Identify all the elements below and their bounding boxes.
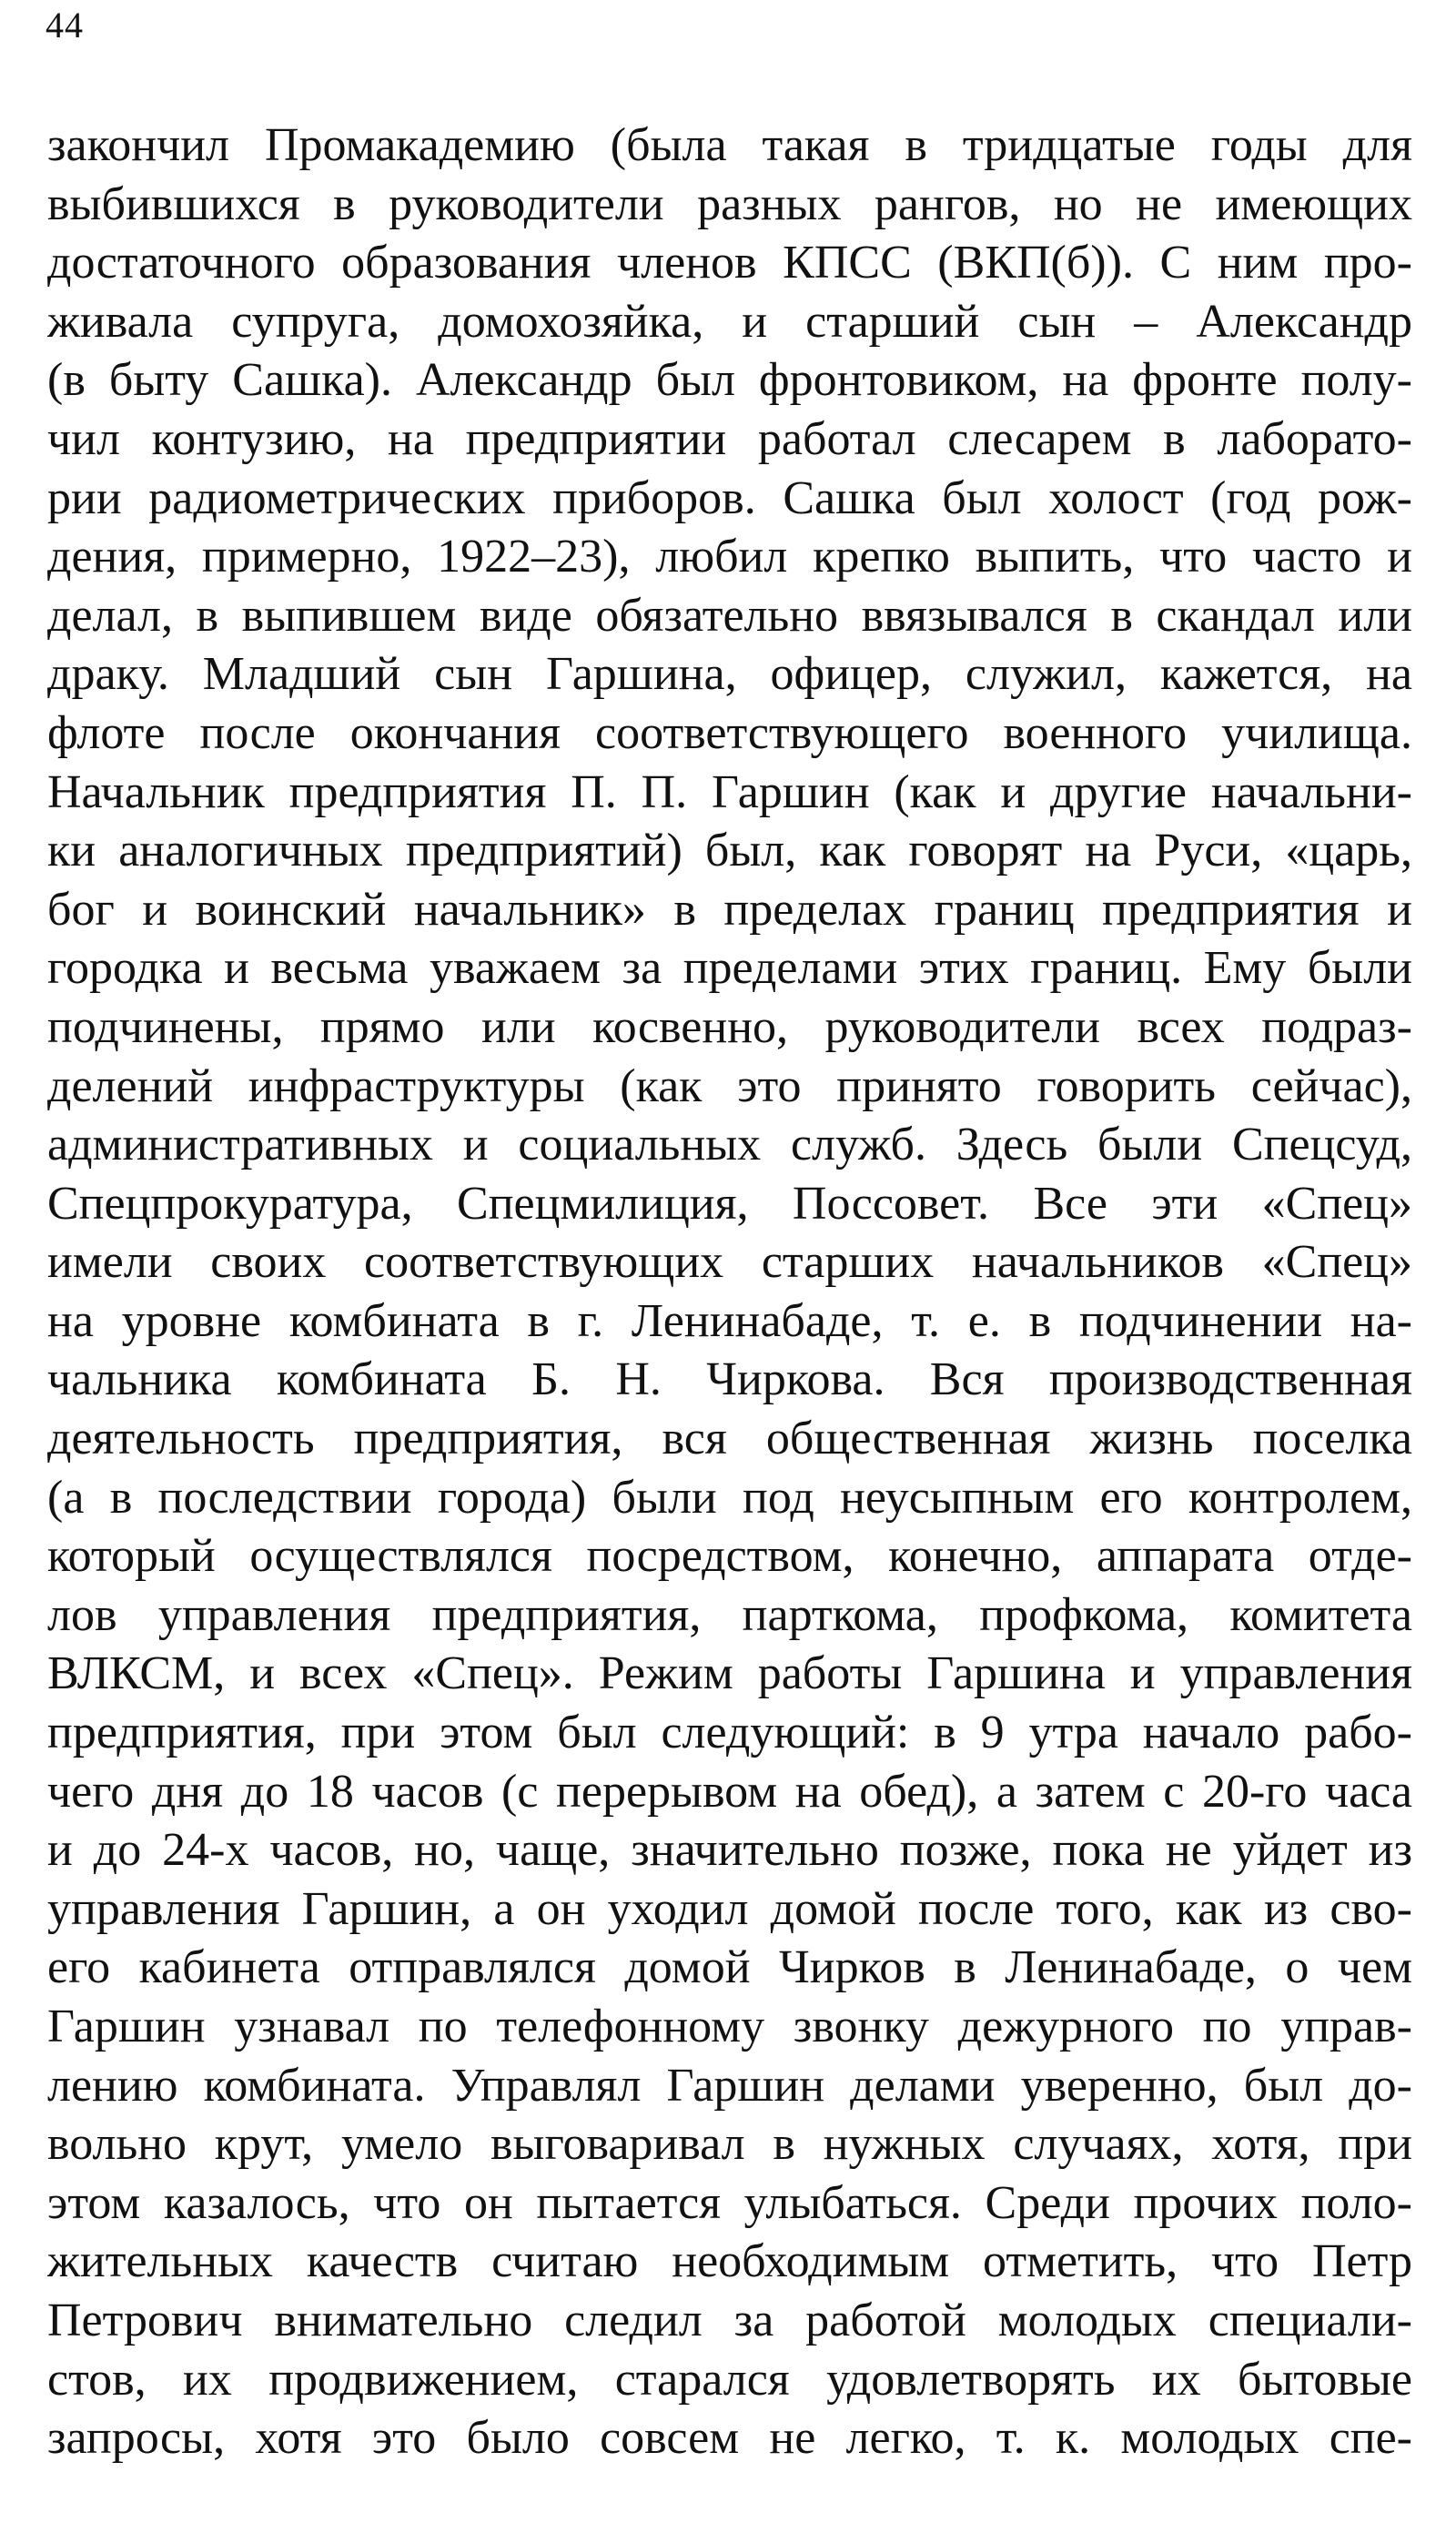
text-line: запросы, хотя это было совсем не легко, т. к. молодых спе-: [47, 2412, 1412, 2465]
text-line: делал, в выпившем виде обязательно ввязывался в скандал или: [47, 589, 1412, 642]
text-line: драку. Младший сын Гаршина, офицер, служил, кажется, на: [47, 648, 1412, 701]
text-line: стов, их продвижением, старался удовлетворять их бытовые: [47, 2353, 1412, 2406]
text-line: достаточного образования членов КПСС (ВКП(б)). С ним про-: [47, 237, 1412, 289]
text-line: дения, примерно, 1922–23), любил крепко выпить, что часто и: [47, 531, 1412, 583]
text-line: имели своих соответствующих старших начальников «Спец»: [47, 1236, 1412, 1289]
text-line: живала супруга, домохозяйка, и старший сын – Александр: [47, 295, 1412, 348]
text-line: ВЛКСМ, и всех «Спец». Режим работы Гаршина и управления: [47, 1647, 1412, 1700]
text-line: (в быту Сашка). Александр был фронтовиком, на фронте полу-: [47, 354, 1412, 407]
text-line: бог и воинский начальник» в пределах границ предприятия и: [47, 883, 1412, 936]
text-line: выбившихся в руководители разных рангов, но не имеющих: [47, 177, 1412, 230]
page-number: 44: [46, 5, 84, 46]
text-line: этом казалось, что он пытается улыбаться. Среди прочих поло-: [47, 2176, 1412, 2229]
text-line: предприятия, при этом был следующий: в 9 утра начало рабо-: [47, 1707, 1412, 1759]
text-line: чальника комбината Б. Н. Чиркова. Вся производственная: [47, 1353, 1412, 1406]
text-line: лов управления предприятия, парткома, профкома, комитета: [47, 1588, 1412, 1641]
text-line: Начальник предприятия П. П. Гаршин (как и другие начальни-: [47, 765, 1412, 818]
text-line: закончил Промакадемию (была такая в тридцатые годы для: [47, 119, 1412, 171]
text-line: ки аналогичных предприятий) был, как говорят на Руси, «царь,: [47, 825, 1412, 877]
text-line: управления Гаршин, а он уходил домой после того, как из сво-: [47, 1882, 1412, 1935]
text-line: на уровне комбината в г. Ленинабаде, т. е. в подчинении на-: [47, 1294, 1412, 1347]
text-line: Петрович внимательно следил за работой молодых специали-: [47, 2294, 1412, 2346]
text-line: вольно крут, умело выговаривал в нужных случаях, хотя, при: [47, 2118, 1412, 2171]
text-line: который осуществлялся посредством, конечно, аппарата отде-: [47, 1530, 1412, 1583]
text-line: лению комбината. Управлял Гаршин делами уверенно, был до-: [47, 2059, 1412, 2112]
text-line: Гаршин узнавал по телефонному звонку дежурного по управ-: [47, 2001, 1412, 2052]
text-line: деятельность предприятия, вся общественная жизнь поселка: [47, 1413, 1412, 1465]
text-line: Спецпрокуратура, Спецмилиция, Поссовет. Все эти «Спец»: [47, 1177, 1412, 1230]
text-line: чил контузию, на предприятии работал слесарем в лаборато-: [47, 412, 1412, 465]
text-line: (а в последствии города) были под неусыпным его контролем,: [47, 1471, 1412, 1524]
text-line: подчинены, прямо или косвенно, руководители всех подраз-: [47, 1000, 1412, 1053]
text-line: делений инфраструктуры (как это принято говорить сейчас),: [47, 1059, 1412, 1112]
text-line: жительных качеств считаю необходимым отметить, что Петр: [47, 2235, 1412, 2288]
text-line: городка и весьма уважаем за пределами этих границ. Ему были: [47, 942, 1412, 995]
body-text: [47, 117, 1412, 2468]
text-line: и до 24-х часов, но, чаще, значительно позже, пока не уйдет из: [47, 1824, 1412, 1877]
text-line: рии радиометрических приборов. Сашка был холост (год рож-: [47, 471, 1412, 524]
text-line: флоте после окончания соответствующего военного училища.: [47, 706, 1412, 759]
text-line: чего дня до 18 часов (с перерывом на обед), а затем с 20-го часа: [47, 1765, 1412, 1818]
text-line: его кабинета отправлялся домой Чирков в Ленинабаде, о чем: [47, 1941, 1412, 1994]
text-line: административных и социальных служб. Здесь были Спецсуд,: [47, 1119, 1412, 1171]
